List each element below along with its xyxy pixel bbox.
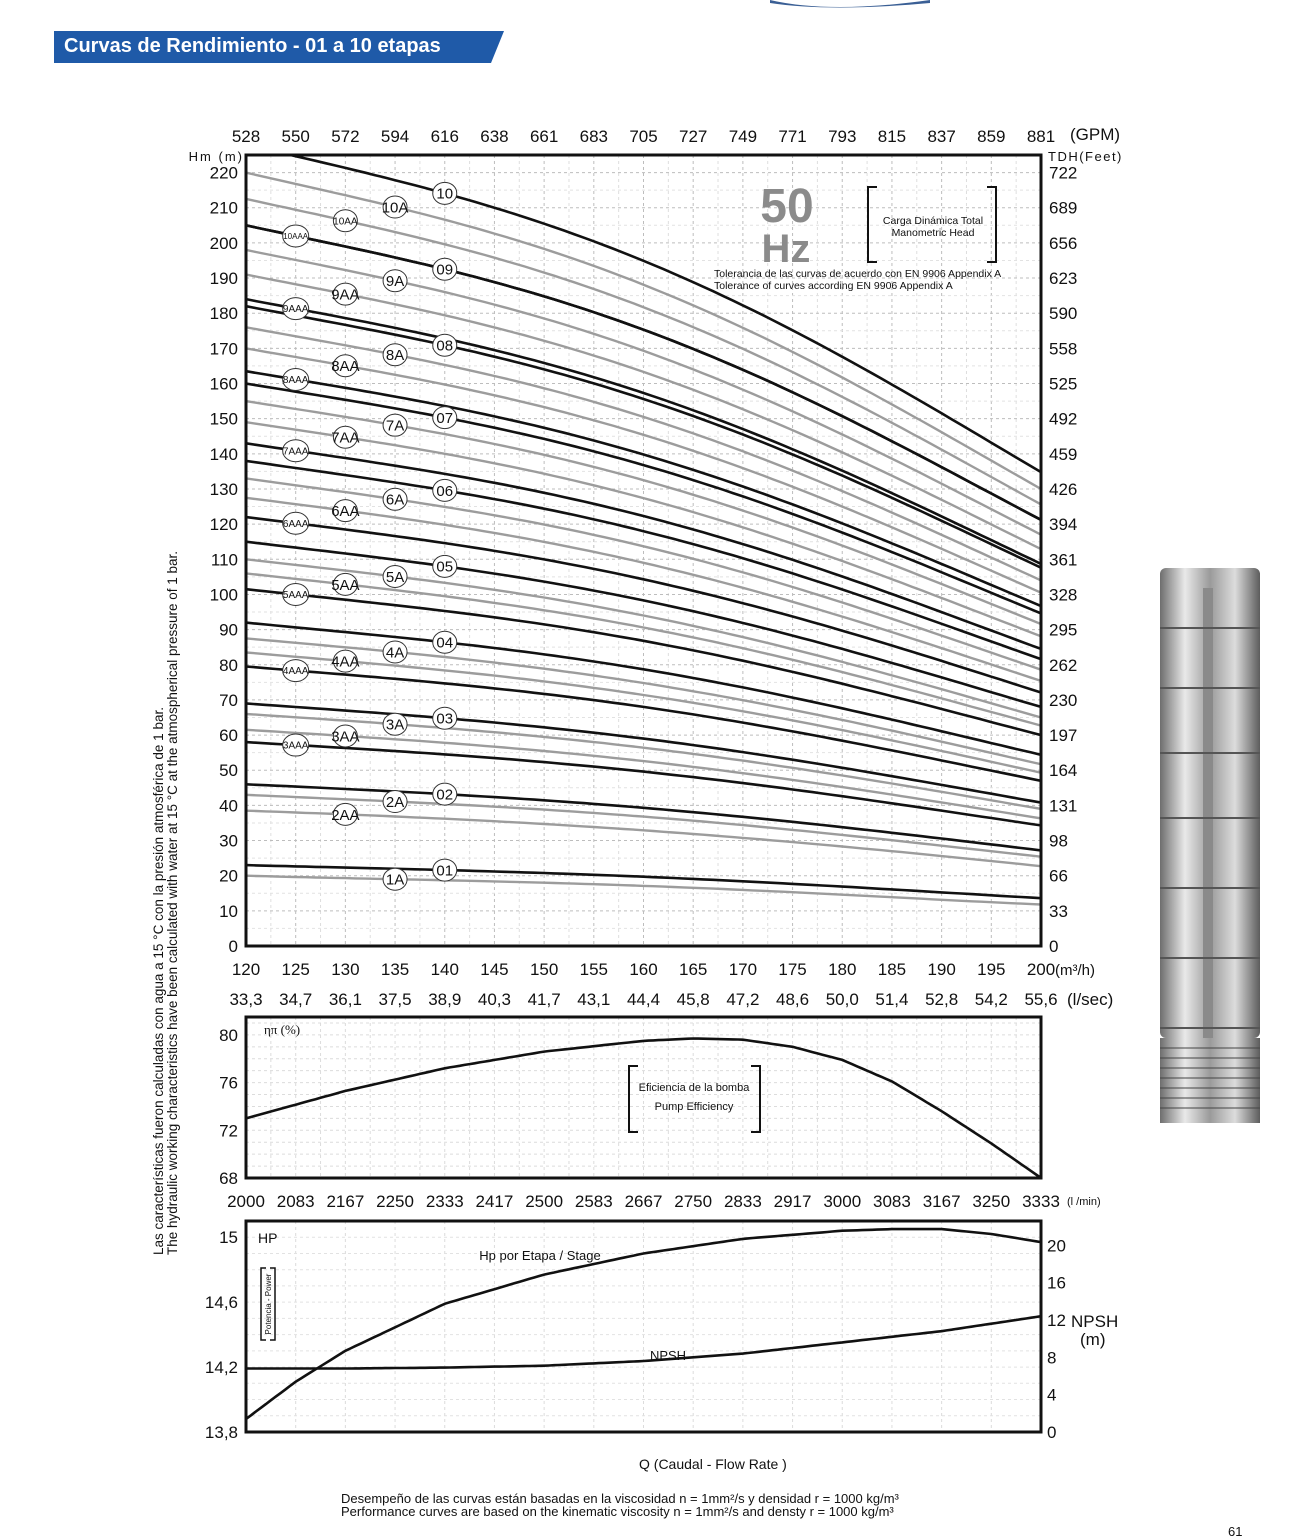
x-tick-lmin: 3083 — [873, 1192, 911, 1211]
efficiency-label-es: Eficiencia de la bomba — [638, 1082, 750, 1094]
efficiency-y-label: ηπ (%) — [264, 1022, 301, 1037]
x-tick-gpm: 528 — [231, 127, 261, 146]
frequency-value: 50 — [760, 180, 814, 233]
y-tick-m: 210 — [209, 198, 238, 218]
x-tick-gpm: 705 — [629, 127, 658, 146]
hp-y-tick: 14,2 — [204, 1358, 238, 1378]
curve-label-09: 09 — [436, 261, 454, 279]
flow-rate-label: Q (Caudal - Flow Rate ) — [639, 1456, 787, 1472]
x-tick-gpm: 661 — [529, 127, 559, 146]
curve-label-3a: 3A — [385, 716, 405, 734]
x-tick-lsec: 51,4 — [875, 990, 909, 1009]
x-tick-m3h: 135 — [380, 960, 410, 979]
curve-label-8aa: 8AA — [331, 358, 360, 376]
y-tick-feet: 590 — [1049, 304, 1078, 324]
y-label-tdh: TDH(Feet) — [1048, 149, 1123, 164]
x-tick-lsec: 50,0 — [825, 990, 859, 1009]
x-tick-lmin: 3250 — [972, 1192, 1011, 1211]
curve-label-8a: 8A — [385, 347, 405, 365]
curve-label-05: 05 — [436, 558, 454, 576]
x-tick-lsec: 44,4 — [626, 990, 661, 1009]
footnote-es: Desempeño de las curvas están basadas en la viscosidad n = 1mm²/s y densidad r = 1000 kg/m³ — [341, 1491, 899, 1506]
y-tick-feet: 262 — [1049, 655, 1078, 675]
x-tick-gpm: 859 — [977, 127, 1006, 146]
page-title: Curvas de Rendimiento - 01 a 10 etapas — [64, 35, 441, 57]
efficiency-y-tick: 72 — [219, 1121, 238, 1141]
x-tick-m3h: 195 — [977, 960, 1006, 979]
x-tick-lmin: 2167 — [326, 1192, 365, 1211]
y-tick-feet: 394 — [1049, 515, 1078, 535]
footnote-en: Performance curves are based on the kinematic viscosity n = 1mm²/s and densty r = 1000 kg/m³ — [341, 1504, 894, 1519]
x-tick-m3h: 200 — [1026, 960, 1056, 979]
hp-y-tick: 13,8 — [204, 1423, 238, 1442]
curve-label-3aaa: 3AAA — [282, 740, 309, 752]
x-tick-lsec: 52,8 — [925, 990, 959, 1009]
x-tick-lmin: 2833 — [723, 1192, 762, 1211]
efficiency-y-tick: 80 — [219, 1025, 238, 1045]
x-tick-lmin: 2417 — [475, 1192, 514, 1211]
x-tick-gpm: 793 — [828, 127, 857, 146]
x-tick-lmin: 3333 — [1022, 1192, 1060, 1211]
x-tick-gpm: 749 — [728, 127, 758, 146]
x-tick-gpm: 727 — [679, 127, 708, 146]
x-tick-m3h: 130 — [331, 960, 360, 979]
x-tick-gpm: 771 — [778, 127, 807, 146]
y-tick-m: 160 — [209, 374, 238, 394]
curve-label-7a: 7A — [385, 417, 405, 435]
vertical-note — [152, 551, 180, 1255]
x-tick-lsec: 41,7 — [527, 990, 561, 1009]
y-tick-m: 180 — [209, 304, 238, 324]
tolerance-es: Tolerancia de las curvas de acuerdo con EN 9906 Appendix A — [714, 268, 1002, 280]
x-tick-lsec: 37,5 — [378, 990, 412, 1009]
curve-label-4aa: 4AA — [331, 653, 360, 671]
head-label-en: Manometric Head — [891, 227, 975, 239]
power-bracket-label: Potencia - Power — [264, 1273, 273, 1335]
y-tick-feet: 295 — [1049, 620, 1078, 640]
y-tick-feet: 689 — [1049, 198, 1078, 218]
x-tick-lsec: 47,2 — [726, 990, 760, 1009]
y-tick-feet: 623 — [1049, 269, 1078, 289]
curve-label-08: 08 — [436, 337, 454, 355]
y-tick-m: 130 — [209, 479, 238, 499]
curve-label-5a: 5A — [385, 568, 405, 586]
curve-label-07: 07 — [436, 410, 454, 428]
y-tick-feet: 33 — [1049, 901, 1068, 921]
head-curve-3aaa — [246, 742, 1041, 825]
y-tick-feet: 492 — [1049, 409, 1078, 429]
x-tick-m3h: 160 — [629, 960, 658, 979]
y-tick-m: 80 — [219, 655, 238, 675]
x-tick-lmin: 2917 — [773, 1192, 812, 1211]
hp-curve-label: Hp por Etapa / Stage — [479, 1248, 601, 1263]
x-tick-gpm: 881 — [1026, 127, 1056, 146]
curve-label-3aa: 3AA — [331, 728, 360, 746]
y-tick-m: 90 — [219, 620, 238, 640]
y-tick-feet: 0 — [1049, 937, 1059, 956]
x-tick-m3h: 145 — [480, 960, 509, 979]
x-unit-m3h: (m³/h) — [1055, 962, 1095, 979]
npsh-y-tick: 8 — [1047, 1348, 1057, 1368]
x-tick-lmin: 2583 — [574, 1192, 613, 1211]
x-tick-lsec: 34,7 — [279, 990, 313, 1009]
x-tick-m3h: 140 — [430, 960, 459, 979]
x-tick-lsec: 48,6 — [776, 990, 810, 1009]
curve-label-9aa: 9AA — [331, 286, 360, 304]
x-tick-lmin: 2083 — [276, 1192, 315, 1211]
y-tick-m: 60 — [219, 726, 238, 746]
npsh-y-tick: 12 — [1047, 1310, 1066, 1330]
y-tick-m: 20 — [219, 866, 238, 886]
tolerance-en: Tolerance of curves according EN 9906 Appendix A — [714, 280, 953, 292]
x-tick-lmin: 2500 — [525, 1192, 564, 1211]
curve-label-03: 03 — [436, 710, 454, 728]
y-tick-feet: 328 — [1049, 585, 1078, 605]
efficiency-y-tick: 68 — [219, 1169, 238, 1188]
x-tick-lmin: 2750 — [674, 1192, 713, 1211]
hp-y-tick: 14,6 — [204, 1293, 238, 1313]
y-tick-m: 150 — [209, 409, 238, 429]
curve-label-01: 01 — [436, 862, 454, 880]
x-tick-lsec: 54,2 — [974, 990, 1008, 1009]
y-tick-m: 170 — [209, 339, 238, 359]
y-label-hm: Hm (m) — [188, 149, 244, 164]
curve-label-8aaa: 8AAA — [282, 375, 309, 387]
x-tick-gpm: 572 — [331, 127, 360, 146]
y-tick-m: 200 — [209, 233, 238, 253]
npsh-curve-label: NPSH — [649, 1348, 687, 1363]
y-tick-m: 50 — [219, 761, 238, 781]
curve-label-4a: 4A — [385, 644, 405, 662]
y-tick-m: 190 — [209, 269, 238, 289]
y-tick-feet: 361 — [1049, 550, 1078, 570]
curve-label-10: 10 — [436, 185, 454, 203]
npsh-y-tick: 20 — [1047, 1236, 1066, 1256]
x-unit-lmin: (l /min) — [1067, 1196, 1101, 1208]
x-unit-lsec: (l/sec) — [1067, 990, 1114, 1009]
curve-label-6aa: 6AA — [331, 503, 360, 521]
x-tick-lsec: 43,1 — [577, 990, 611, 1009]
y-tick-feet: 722 — [1049, 163, 1078, 183]
curve-label-02: 02 — [436, 786, 454, 804]
y-tick-m: 0 — [228, 937, 238, 956]
efficiency-bracket-left — [629, 1066, 638, 1132]
y-tick-feet: 197 — [1049, 726, 1078, 746]
x-tick-lmin: 2000 — [227, 1192, 265, 1211]
curve-label-9aaa: 9AAA — [282, 304, 309, 316]
x-tick-m3h: 165 — [679, 960, 708, 979]
curve-label-9a: 9A — [385, 273, 405, 291]
y-tick-feet: 66 — [1049, 866, 1068, 886]
x-tick-gpm: 638 — [480, 127, 509, 146]
curve-label-10a: 10A — [381, 199, 409, 217]
hp-y-tick: 15 — [219, 1228, 238, 1248]
x-tick-m3h: 155 — [579, 960, 608, 979]
curve-label-1a: 1A — [385, 871, 405, 889]
x-tick-m3h: 170 — [728, 960, 758, 979]
curve-label-2aa: 2AA — [331, 806, 360, 824]
curve-label-10aa: 10AA — [333, 216, 358, 228]
x-unit-gpm: (GPM) — [1070, 125, 1121, 144]
curve-label-5aaa: 5AAA — [282, 590, 309, 602]
npsh-y-tick: 4 — [1047, 1385, 1057, 1405]
curve-label-6a: 6A — [385, 491, 405, 509]
vertical-note-en: The hydraulic working characteristics have been calculated with water at 15 °C at the atmospherical pressure of 1 bar. — [165, 550, 180, 1255]
x-tick-lmin: 2667 — [624, 1192, 663, 1211]
x-tick-lsec: 45,8 — [676, 990, 710, 1009]
curve-label-5aa: 5AA — [331, 576, 360, 594]
y-tick-m: 70 — [219, 690, 238, 710]
x-tick-lmin: 2333 — [425, 1192, 464, 1211]
y-tick-feet: 164 — [1049, 761, 1078, 781]
y-tick-feet: 230 — [1049, 690, 1078, 710]
curve-label-10aaa: 10AAA — [283, 231, 309, 241]
y-tick-m: 40 — [219, 796, 238, 816]
y-tick-m: 30 — [219, 831, 238, 851]
x-tick-lsec: 36,1 — [328, 990, 362, 1009]
curve-label-7aaa: 7AAA — [282, 446, 309, 458]
curve-label-06: 06 — [436, 482, 454, 500]
x-tick-lsec: 55,6 — [1024, 990, 1058, 1009]
x-tick-m3h: 180 — [828, 960, 857, 979]
x-tick-gpm: 683 — [579, 127, 608, 146]
frequency-unit: Hz — [761, 227, 811, 271]
y-tick-feet: 426 — [1049, 479, 1078, 499]
y-tick-feet: 525 — [1049, 374, 1078, 394]
y-tick-feet: 131 — [1049, 796, 1078, 816]
x-tick-lmin: 2250 — [376, 1192, 414, 1211]
vertical-note-es: Las características fueron calculadas con agua a 15 °C con la presión atmosférica de 1 bar. — [151, 707, 166, 1255]
npsh-y-tick: 16 — [1047, 1273, 1066, 1293]
x-tick-lsec: 40,3 — [477, 990, 511, 1009]
efficiency-y-tick: 76 — [219, 1073, 238, 1093]
npsh-y-tick: 0 — [1047, 1423, 1057, 1442]
x-tick-gpm: 594 — [380, 127, 410, 146]
x-tick-gpm: 550 — [281, 127, 310, 146]
x-tick-m3h: 120 — [231, 960, 261, 979]
pump-image — [1155, 568, 1265, 1133]
efficiency-bracket-right — [751, 1066, 760, 1132]
curve-label-2a: 2A — [385, 793, 405, 811]
x-tick-m3h: 150 — [529, 960, 559, 979]
hp-y-label: HP — [258, 1230, 278, 1246]
x-tick-m3h: 125 — [281, 960, 310, 979]
y-tick-feet: 558 — [1049, 339, 1078, 359]
y-tick-feet: 656 — [1049, 233, 1078, 253]
y-tick-m: 220 — [209, 163, 238, 183]
footnote — [341, 1492, 899, 1518]
x-tick-gpm: 837 — [927, 127, 956, 146]
curve-label-7aa: 7AA — [331, 429, 360, 447]
curve-label-4aaa: 4AAA — [282, 666, 309, 678]
curve-label-6aaa: 6AAA — [282, 518, 309, 530]
y-tick-feet: 98 — [1049, 831, 1068, 851]
x-tick-m3h: 190 — [927, 960, 956, 979]
x-tick-gpm: 815 — [877, 127, 907, 146]
x-tick-m3h: 185 — [877, 960, 907, 979]
x-tick-m3h: 175 — [778, 960, 807, 979]
x-tick-gpm: 616 — [430, 127, 459, 146]
x-tick-lsec: 38,9 — [428, 990, 462, 1009]
y-tick-feet: 459 — [1049, 444, 1078, 464]
x-tick-lsec: 33,3 — [229, 990, 263, 1009]
x-tick-lmin: 3167 — [922, 1192, 961, 1211]
head-label-es: Carga Dinámica Total — [882, 215, 984, 227]
curve-label-04: 04 — [436, 634, 454, 652]
head-bracket-left — [868, 187, 877, 262]
page-number: 61 — [1228, 1524, 1243, 1539]
npsh-y-label: NPSH — [1071, 1312, 1119, 1331]
npsh-y-unit: (m) — [1080, 1330, 1106, 1349]
efficiency-label-en: Pump Efficiency — [654, 1101, 734, 1113]
y-tick-m: 110 — [210, 550, 238, 570]
y-tick-m: 10 — [219, 901, 238, 921]
y-tick-m: 120 — [209, 515, 238, 535]
x-tick-lmin: 3000 — [823, 1192, 862, 1211]
y-tick-m: 100 — [209, 585, 238, 605]
y-tick-m: 140 — [209, 444, 238, 464]
